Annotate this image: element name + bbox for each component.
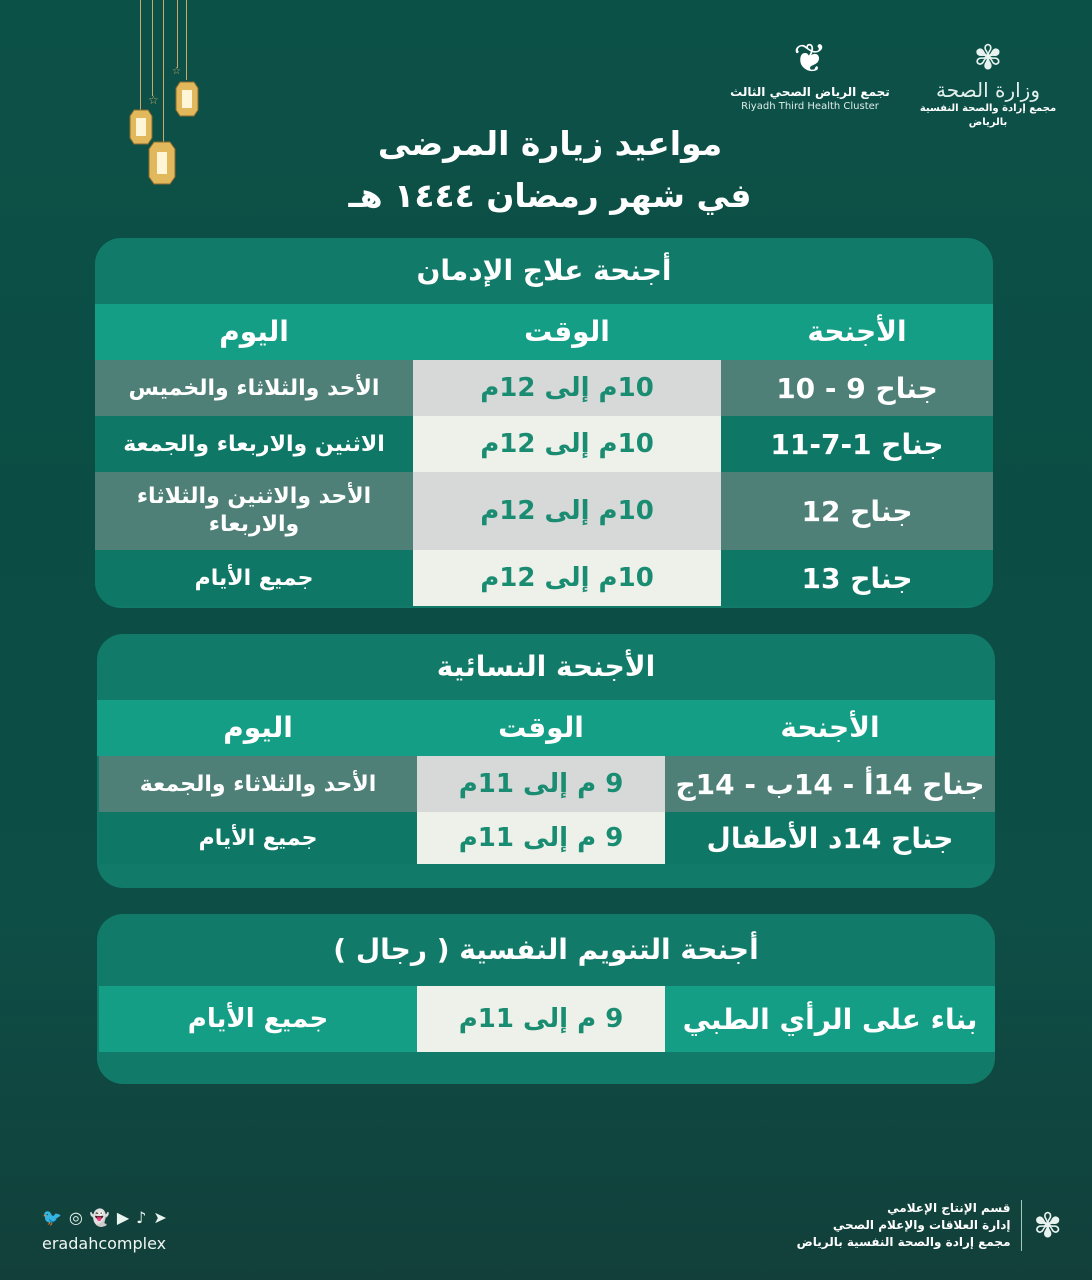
palm-swords-emblem-icon: ✾ (1033, 1205, 1062, 1246)
header-day: اليوم (223, 711, 293, 744)
snapchat-icon[interactable]: 👻 (89, 1208, 110, 1227)
addiction-wings-card (95, 238, 993, 608)
svg-text:☆: ☆ (172, 66, 181, 77)
table-row (95, 472, 993, 550)
footer-line-3: مجمع إرادة والصحة النفسية بالرياض (796, 1235, 1011, 1249)
twitter-icon[interactable]: 🐦 (42, 1208, 62, 1227)
department-footer (797, 1200, 1062, 1251)
table-row (95, 360, 993, 416)
section-title: أجنحة التنويم النفسية ( رجال ) (333, 933, 759, 966)
lotus-emblem-icon: ❦ (793, 36, 827, 82)
lanterns-decoration (120, 60, 210, 200)
table-row (95, 550, 993, 606)
day-cell: جميع الأيام (95, 550, 413, 606)
svg-text:☆: ☆ (148, 93, 159, 107)
day-cell: الأحد والثلاثاء والخميس (95, 360, 413, 416)
wing-cell: جناح 13 (721, 550, 993, 606)
section-title: أجنحة علاج الإدمان (416, 254, 672, 287)
time-cell: 10م إلى 12م (413, 550, 721, 606)
wing-cell: بناء على الرأي الطبي (665, 986, 995, 1052)
page-title (290, 118, 810, 222)
header-time: الوقت (498, 711, 584, 744)
cluster-name-en: Riyadh Third Health Cluster (741, 101, 879, 112)
cluster-logo (720, 34, 900, 114)
day-cell: الاثنين والاربعاء والجمعة (95, 416, 413, 472)
moh-name: وزارة الصحة (936, 78, 1040, 102)
footer-line-1: قسم الإنتاج الإعلامي (887, 1201, 1011, 1215)
telegram-icon[interactable]: ➤ (153, 1208, 167, 1227)
header-wings: الأجنحة (780, 711, 880, 744)
moh-logo (908, 38, 1068, 130)
wing-cell: جناح 12 (721, 472, 993, 550)
table-row (97, 812, 995, 864)
header-time: الوقت (524, 315, 610, 348)
footer-line-2: إدارة العلاقات والإعلام الصحي (832, 1218, 1011, 1232)
palm-swords-emblem-icon: ✾ (973, 38, 1003, 78)
women-wings-card (97, 634, 995, 888)
youtube-icon[interactable]: ▶ (116, 1208, 130, 1227)
header-wings: الأجنحة (807, 315, 907, 348)
social-footer (42, 1208, 167, 1253)
table-row (97, 756, 995, 812)
table-header (97, 700, 995, 756)
instagram-icon[interactable]: ◎ (68, 1208, 83, 1227)
social-handle: eradahcomplex (42, 1234, 167, 1253)
day-cell: جميع الأيام (99, 986, 417, 1052)
wing-cell: جناح 14أ - 14ب - 14ج (665, 756, 995, 812)
day-cell: الأحد والثلاثاء والجمعة (99, 756, 417, 812)
time-cell: 9 م إلى 11م (417, 812, 665, 864)
section-title: الأجنحة النسائية (436, 650, 656, 683)
day-cell: الأحد والاثنين والثلاثاء والاربعاء (95, 472, 413, 550)
table-header (95, 304, 993, 360)
header-day: اليوم (219, 315, 289, 348)
title-line-2: في شهر رمضان ١٤٤٤ هـ (348, 176, 752, 215)
wing-cell: جناح 9 - 10 (721, 360, 993, 416)
time-cell: 9 م إلى 11م (417, 756, 665, 812)
time-cell: 10م إلى 12م (413, 416, 721, 472)
table-row (97, 986, 995, 1052)
day-cell: جميع الأيام (99, 812, 417, 864)
tiktok-icon[interactable]: ♪ (136, 1208, 147, 1227)
time-cell: 10م إلى 12م (413, 472, 721, 550)
wing-cell: جناح 1-7-11 (721, 416, 993, 472)
cluster-name-ar: تجمع الرياض الصحي الثالث (730, 85, 890, 99)
time-cell: 9 م إلى 11م (417, 986, 665, 1052)
table-row (95, 416, 993, 472)
time-cell: 10م إلى 12م (413, 360, 721, 416)
wing-cell: جناح 14د الأطفال (665, 812, 995, 864)
title-line-1: مواعيد زيارة المرضى (377, 124, 723, 163)
moh-subtitle: مجمع إرادة والصحة النفسية بالرياض (919, 103, 1057, 128)
psychiatric-wings-card (97, 914, 995, 1084)
